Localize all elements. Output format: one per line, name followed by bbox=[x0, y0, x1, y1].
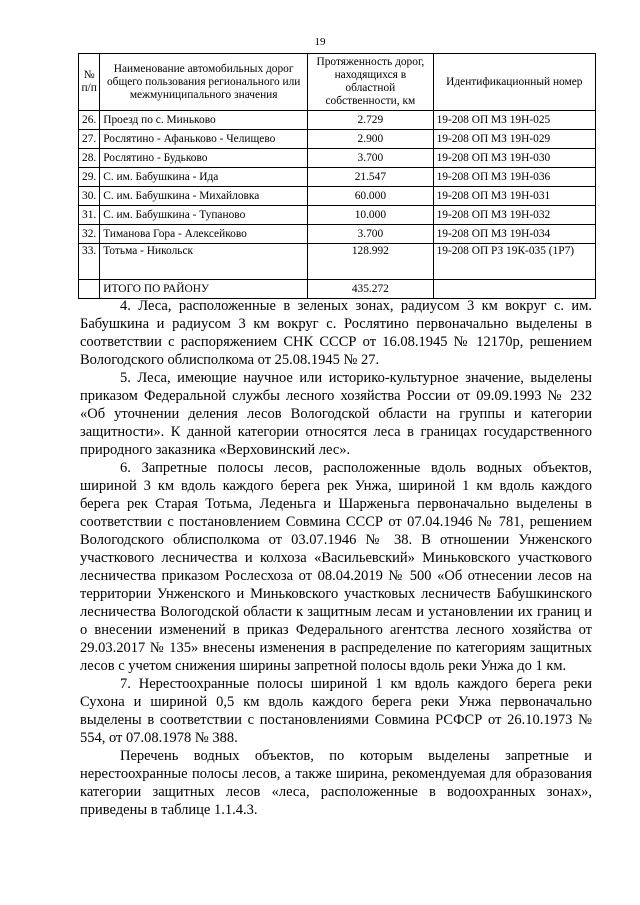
total-label: ИТОГО ПО РАЙОНУ bbox=[100, 280, 308, 299]
table-row bbox=[79, 187, 596, 206]
row-number: 26. bbox=[79, 111, 100, 130]
row-road-name: С. им. Бабушкина - Михайловка bbox=[100, 187, 308, 206]
row-number: 30. bbox=[79, 187, 100, 206]
row-road-name: С. им. Бабушкина - Ида bbox=[100, 168, 308, 187]
table-row bbox=[79, 149, 596, 168]
paragraph-restricted-strips: 6. Запретные полосы лесов, расположенные вдоль водных объектов, шириной 3 км вдоль каждого берега рек Унжа, шириной 1 км вдоль каждого берега рек Старая Тотьма, Леденьга и Шарженьга первоначально выделены в соответствии с постановлением Совмина СССР от 07.04.1946 № 781, решением Вологодского облисполкома от 03.07.1946 № 38. В отношении Унженского участкового лесничества и колхоза «Васильевский» Миньковского участкового лесничества приказом Рослесхоза от 08.04.2019 № 500 «Об отнесении лесов на территории Унженского и Миньковского участковых лесничеств Бабушкинского лесничества Вологодской области к защитным лесам и установлении их границ и о внесении изменений в приказ Федерального агентства лесного хозяйства от 29.03.2017 № 135» внесены изменения в распределение по категориям защитных лесов с учетом снижения ширины запретной полосы вдоль реки Унжа до 1 км. bbox=[80, 460, 592, 674]
paragraph-spawning-strips: 7. Нерестоохранные полосы шириной 1 км вдоль каждого берега реки Сухона и шириной 0,5 км вдоль каждого берега реки Унжа первоначально выделены в соответствии с постановлениями Совмина РСФСР от 26.10.1973 № 554, от 07.08.1978 № 388. bbox=[80, 676, 592, 746]
row-road-name: С. им. Бабушкина - Тупаново bbox=[100, 206, 308, 225]
row-road-name: Рослятино - Афаньково - Челищево bbox=[100, 130, 308, 149]
row-road-name: Тиманова Гора - Алексейково bbox=[100, 225, 308, 244]
table-row bbox=[79, 225, 596, 244]
row-length: 60.000 bbox=[308, 187, 434, 206]
row-length: 3.700 bbox=[308, 149, 434, 168]
row-number: 33. bbox=[79, 244, 100, 280]
header-number: № п/п bbox=[79, 54, 100, 111]
row-road-name: Тотьма - Никольск bbox=[100, 244, 308, 280]
row-length: 10.000 bbox=[308, 206, 434, 225]
row-id: 19-208 ОП МЗ 19Н-032 bbox=[433, 206, 595, 225]
row-number: 29. bbox=[79, 168, 100, 187]
row-length: 2.900 bbox=[308, 130, 434, 149]
header-road-name: Наименование автомобильных дорог общего пользования регионального или межмуниципального значения bbox=[100, 54, 308, 111]
table-row bbox=[79, 206, 596, 225]
row-id: 19-208 ОП МЗ 19Н-029 bbox=[433, 130, 595, 149]
row-id: 19-208 ОП МЗ 19Н-031 bbox=[433, 187, 595, 206]
paragraph-scientific-forests: 5. Леса, имеющие научное или историко-культурное значение, выделены приказом Федеральной службы лесного хозяйства России от 09.09.1993 № 232 «Об уточнении деления лесов Вологодской области на группы и категории защитности». К данной категории относятся леса в границах государственного природного заказника «Верховинский лес». bbox=[80, 370, 592, 458]
row-number: 31. bbox=[79, 206, 100, 225]
body-text bbox=[80, 297, 592, 819]
table-row bbox=[79, 168, 596, 187]
row-id: 19-208 ОП МЗ 19Н-036 bbox=[433, 168, 595, 187]
row-length: 2.729 bbox=[308, 111, 434, 130]
table-header-row bbox=[79, 54, 596, 111]
total-number-cell bbox=[79, 280, 100, 299]
table-row bbox=[79, 244, 596, 280]
row-id: 19-208 ОП МЗ 19Н-025 bbox=[433, 111, 595, 130]
table-row bbox=[79, 111, 596, 130]
total-length: 435.272 bbox=[308, 280, 434, 299]
total-id-cell bbox=[433, 280, 595, 299]
row-road-name: Проезд по с. Миньково bbox=[100, 111, 308, 130]
row-number: 28. bbox=[79, 149, 100, 168]
row-number: 27. bbox=[79, 130, 100, 149]
row-length: 128.992 bbox=[308, 244, 434, 280]
row-id: 19-208 ОП МЗ 19Н-034 bbox=[433, 225, 595, 244]
roads-table bbox=[78, 53, 596, 299]
page-number: 19 bbox=[314, 36, 326, 48]
paragraph-water-objects-list: Перечень водных объектов, по которым выделены запретные и нерестоохранные полосы лесов, а также ширина, рекомендуемая для образования категории защитных лесов «леса, расположенные в водоохранных зонах», приведены в таблице 1.1.4.3. bbox=[80, 748, 592, 818]
row-id: 19-208 ОП МЗ 19Н-030 bbox=[433, 149, 595, 168]
header-length: Протяженность дорог, находящихся в областной собственности, км bbox=[308, 54, 434, 111]
table-row bbox=[79, 130, 596, 149]
row-road-name: Рослятино - Будьково bbox=[100, 149, 308, 168]
paragraph-green-zones: 4. Леса, расположенные в зеленых зонах, радиусом 3 км вокруг с. им. Бабушкина и радиусом 3 км вокруг с. Рослятино первоначально выделены в соответствии с распоряжением СНК СССР от 16.08.1945 № 12170р, решением Вологодского облисполкома от 25.08.1945 № 27. bbox=[80, 298, 592, 368]
row-length: 21.547 bbox=[308, 168, 434, 187]
table-total-row bbox=[79, 280, 596, 299]
row-length: 3.700 bbox=[308, 225, 434, 244]
row-number: 32. bbox=[79, 225, 100, 244]
row-id: 19-208 ОП РЗ 19К-035 (1Р7) bbox=[433, 244, 595, 280]
header-id: Идентификационный номер bbox=[433, 54, 595, 111]
